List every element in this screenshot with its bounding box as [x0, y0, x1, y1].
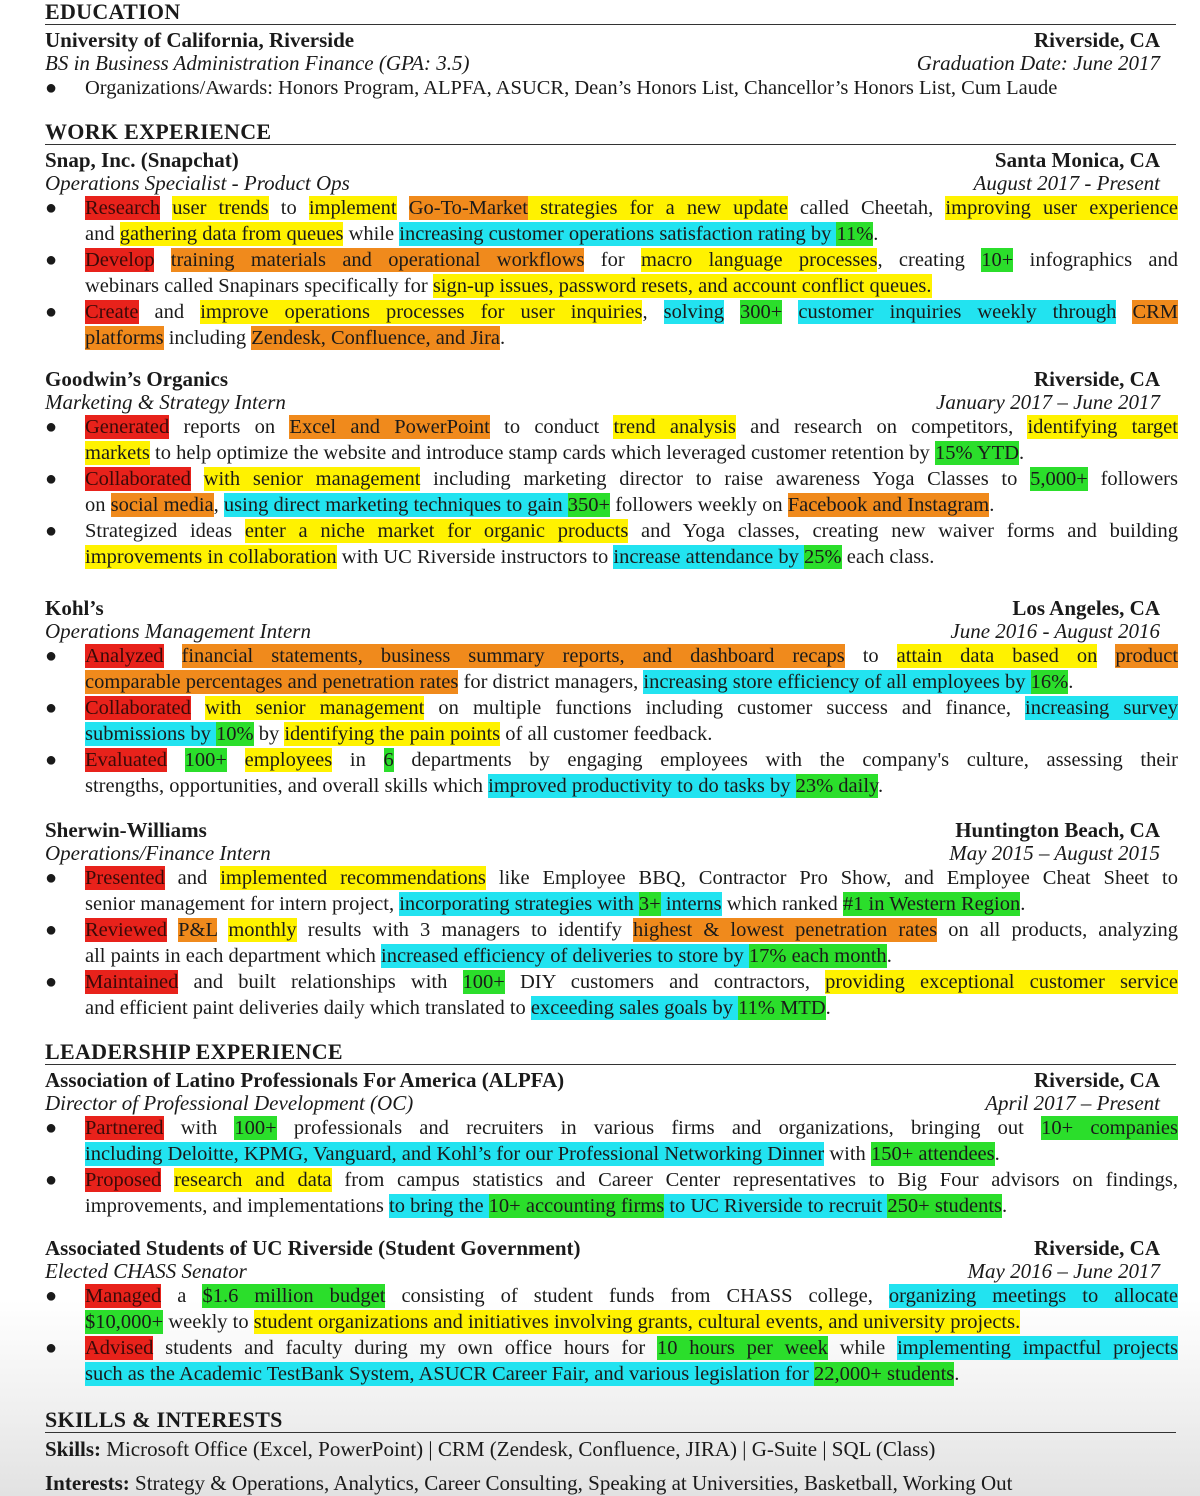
highlighted-phrase: to UC Riverside to recruit	[664, 1195, 888, 1217]
highlighted-phrase: Reviewed	[85, 919, 167, 941]
highlighted-phrase: 350+	[567, 494, 611, 516]
highlighted-phrase: identifying the pain points	[284, 723, 501, 745]
text-segment	[191, 467, 204, 491]
bullet-line	[85, 695, 1178, 721]
highlighted-phrase: 10 hours per week	[657, 1337, 828, 1359]
entry-location: Huntington Beach, CA	[955, 818, 1160, 842]
highlighted-phrase: enter a niche market for organic products	[244, 520, 629, 542]
highlighted-phrase: $10,000+	[85, 1311, 164, 1333]
highlighted-phrase: 6	[383, 749, 394, 771]
text-segment	[724, 300, 740, 324]
highlighted-phrase: student organizations and initiatives involving grants, cultural events, and university projects.	[253, 1311, 1021, 1333]
bullet-line	[85, 440, 1178, 466]
highlighted-phrase: sign-up issues, password resets, and account conflict queues.	[432, 275, 932, 297]
entry-role: Operations Specialist - Product Ops	[45, 171, 350, 195]
entry-organization: Snap, Inc. (Snapchat)	[45, 148, 239, 172]
school-name: University of California, Riverside	[45, 28, 355, 52]
bullet-line	[85, 1335, 1178, 1361]
text-segment	[227, 748, 245, 772]
entry-role: Elected CHASS Senator	[45, 1259, 247, 1283]
work-experience-heading: WORK EXPERIENCE	[45, 120, 1176, 145]
text-segment	[161, 1168, 174, 1192]
text-segment: .	[877, 775, 884, 797]
text-segment	[397, 196, 409, 220]
text-segment: each class.	[841, 546, 935, 568]
highlighted-phrase: with senior management	[203, 468, 421, 490]
text-segment: of all customer feedback.	[500, 723, 713, 745]
highlighted-phrase: P&L	[178, 919, 218, 941]
text-segment	[167, 918, 178, 942]
text-segment: to conduct	[489, 416, 614, 438]
text-segment	[782, 300, 798, 324]
highlighted-phrase: 5,000+	[1030, 468, 1088, 490]
highlighted-phrase: 10+ accounting firms	[488, 1195, 665, 1217]
bullet-dot: ●	[45, 416, 58, 438]
bullet-item	[45, 1167, 1176, 1219]
text-segment: and built relationships with	[178, 971, 463, 993]
highlighted-phrase: markets	[85, 442, 150, 464]
text-segment	[160, 196, 172, 220]
highlighted-phrase: such as the Academic TestBank System, ASUCR Career Fair, and various legislation for	[85, 1363, 814, 1385]
bullet-dot: ●	[45, 971, 58, 993]
bullet-line	[85, 247, 1178, 273]
bullet-line	[85, 544, 1178, 570]
text-segment: from campus statistics and Career Center representatives to Big Four advisors on findings,	[331, 1169, 1178, 1191]
text-segment	[167, 748, 185, 772]
entry-location: Los Angeles, CA	[1012, 596, 1160, 620]
highlighted-phrase: product	[1115, 645, 1179, 667]
text-segment: in	[332, 749, 384, 771]
entry-dates: January 2017 – June 2017	[936, 390, 1160, 414]
bullet-dot: ●	[45, 249, 58, 271]
bullet-item	[45, 1115, 1176, 1167]
highlighted-phrase: Managed	[85, 1285, 162, 1307]
bullet-line	[85, 195, 1178, 221]
bullet-line	[85, 891, 1178, 917]
highlighted-phrase: Analyzed	[85, 645, 164, 667]
highlighted-phrase: submissions by	[85, 723, 216, 745]
text-segment: students and faculty during my own office hours for	[153, 1337, 657, 1359]
text-segment: professionals and recruiters in various firms and organizations, bringing out	[276, 1117, 1042, 1139]
highlighted-phrase: 10+	[981, 249, 1014, 271]
highlighted-phrase: gathering data from queues	[119, 223, 344, 245]
highlighted-phrase: social media	[110, 494, 214, 516]
text-segment: all paints in each department which	[85, 945, 382, 967]
bullet-line	[85, 865, 1178, 891]
bullet-item	[45, 643, 1179, 695]
highlighted-phrase: 17% each month	[748, 945, 887, 967]
highlighted-phrase: Generated	[85, 416, 170, 438]
highlighted-phrase: organizing meetings to allocate	[888, 1285, 1178, 1307]
text-segment: Strategized ideas	[85, 520, 245, 542]
highlighted-phrase: implemented recommendations	[220, 867, 486, 889]
highlighted-phrase: Facebook and Instagram	[787, 494, 990, 516]
text-segment: by	[253, 723, 285, 745]
bullet-dot: ●	[45, 919, 58, 941]
text-segment: .	[954, 1363, 960, 1385]
highlighted-phrase: comparable percentages and penetration rates	[85, 671, 459, 693]
text-segment: to help optimize the website and introduce stamp cards which leveraged customer retention by	[149, 442, 935, 464]
entry-role: Operations/Finance Intern	[45, 841, 271, 865]
entry-dates: June 2016 - August 2016	[950, 619, 1160, 643]
highlighted-phrase: employees	[244, 749, 333, 771]
text-segment: ,	[642, 301, 664, 323]
text-segment: .	[989, 494, 995, 516]
entry-location: Santa Monica, CA	[994, 148, 1160, 172]
text-segment	[164, 644, 182, 668]
text-segment: departments by engaging employees with the company's culture, assessing their	[393, 749, 1178, 771]
text-segment: while	[827, 1337, 898, 1359]
text-segment	[217, 918, 228, 942]
entry-location: Riverside, CA	[1034, 367, 1160, 391]
bullet-line	[85, 414, 1178, 440]
bullet-line	[85, 273, 1178, 299]
awards-text: Organizations/Awards: Honors Program, ALPFA, ASUCR, Dean’s Honors List, Chancellor’s Honors List, Cum Laude	[85, 77, 1058, 99]
highlighted-phrase: 3+	[638, 893, 661, 915]
highlighted-phrase: using direct marketing techniques to gain	[223, 494, 568, 516]
bullet-line	[85, 669, 1178, 695]
bullet-dot: ●	[45, 1337, 58, 1359]
text-segment: which ranked	[721, 893, 843, 915]
highlighted-phrase: providing exceptional customer service	[825, 971, 1178, 993]
text-segment: .	[1019, 442, 1025, 464]
highlighted-phrase: 16%	[1030, 671, 1069, 693]
highlighted-phrase: improved productivity to do tasks by	[488, 775, 796, 797]
highlighted-phrase: 11%	[836, 223, 874, 245]
text-segment: followers weekly on	[610, 494, 788, 516]
highlighted-phrase: trend analysis	[613, 416, 736, 438]
bullet-dot: ●	[45, 697, 58, 719]
bullet-line	[85, 721, 1178, 747]
highlighted-phrase: interns	[660, 893, 722, 915]
bullet-line	[85, 1141, 1178, 1167]
bullet-item	[45, 1283, 1176, 1335]
bullet-line	[85, 917, 1178, 943]
highlighted-phrase: Develop	[85, 249, 155, 271]
highlighted-phrase: platforms	[85, 327, 164, 349]
text-segment: for district managers,	[458, 671, 644, 693]
text-segment: including marketing director to raise awareness Yoga Classes to	[420, 468, 1031, 490]
text-segment: and Yoga classes, creating new waiver forms and building	[628, 520, 1178, 542]
text-segment: strengths, opportunities, and overall skills which	[85, 775, 489, 797]
text-segment	[1116, 300, 1132, 324]
text-segment: and	[164, 867, 221, 889]
bullet-line	[85, 1115, 1178, 1141]
text-segment: webinars called Snapinars specifically for	[85, 275, 433, 297]
bullet-line	[85, 466, 1178, 492]
text-segment: like Employee BBQ, Contractor Pro Show, and Employee Cheat Sheet to	[485, 867, 1178, 889]
skills-heading: SKILLS & INTERESTS	[45, 1408, 1176, 1433]
text-segment: with	[824, 1143, 871, 1165]
skills-value: Microsoft Office (Excel, PowerPoint) | CRM (Zendesk, Confluence, JIRA) | G-Suite | SQL (Class)	[101, 1437, 936, 1461]
bullet-item	[45, 1335, 1176, 1387]
bullet-line	[85, 1361, 1178, 1387]
text-segment: ,	[213, 494, 224, 516]
entry-role: Marketing & Strategy Intern	[45, 390, 286, 414]
interests-line	[45, 1470, 1012, 1496]
text-segment: improvements, and implementations	[85, 1195, 390, 1217]
text-segment: and efficient paint deliveries daily which translated to	[85, 997, 531, 1019]
highlighted-phrase: 10+ companies	[1041, 1117, 1178, 1139]
highlighted-phrase: financial statements, business summary reports, and dashboard recaps	[181, 645, 845, 667]
bullet-line	[85, 643, 1178, 669]
highlighted-phrase: user trends	[172, 197, 269, 219]
highlighted-phrase: increasing survey	[1025, 697, 1178, 719]
interests-label: Interests:	[45, 1471, 130, 1495]
text-segment: consisting of student funds from CHASS college,	[385, 1285, 889, 1307]
highlighted-phrase: 23% daily	[795, 775, 878, 797]
text-segment: infographics and	[1013, 249, 1179, 271]
highlighted-phrase: highest & lowest penetration rates	[633, 919, 938, 941]
text-segment	[191, 696, 205, 720]
text-segment: and	[138, 301, 201, 323]
graduation-date: Graduation Date: June 2017	[916, 51, 1160, 75]
highlighted-phrase: strategies for a new update	[527, 197, 788, 219]
entry-organization: Kohl’s	[45, 596, 104, 620]
bullet-item	[45, 466, 1176, 518]
bullet-dot: ●	[45, 1117, 58, 1139]
highlighted-phrase: implement	[308, 197, 397, 219]
text-segment: .	[886, 945, 892, 967]
entry-dates: May 2015 – August 2015	[949, 841, 1160, 865]
text-segment: .	[873, 223, 879, 245]
highlighted-phrase: 100+	[234, 1117, 277, 1139]
text-segment: on	[85, 494, 111, 516]
highlighted-phrase: increasing customer operations satisfaction rating by	[399, 223, 837, 245]
text-segment: .	[1068, 671, 1074, 693]
text-segment	[154, 248, 170, 272]
entry-organization: Sherwin-Williams	[45, 818, 207, 842]
bullet-dot: ●	[45, 867, 58, 889]
highlighted-phrase: implementing impactful projects	[897, 1337, 1178, 1359]
entry-dates: August 2017 - Present	[973, 171, 1160, 195]
highlighted-phrase: 250+ students	[887, 1195, 1003, 1217]
highlighted-phrase: Evaluated	[85, 749, 167, 771]
bullet-item	[45, 917, 1179, 969]
highlighted-phrase: Collaborated	[85, 697, 191, 719]
bullet-dot: ●	[45, 468, 58, 490]
highlighted-phrase: incorporating strategies with	[399, 893, 639, 915]
highlighted-phrase: Excel and PowerPoint	[289, 416, 490, 438]
text-segment: including	[163, 327, 252, 349]
highlighted-phrase: Proposed	[85, 1169, 162, 1191]
bullet-line	[85, 943, 1178, 969]
text-segment: .	[1002, 1195, 1008, 1217]
bullet-item	[45, 195, 1179, 247]
highlighted-phrase: 11% MTD	[738, 997, 826, 1019]
text-segment: DIY customers and contractors,	[504, 971, 826, 993]
bullet-line	[85, 1167, 1178, 1193]
text-segment: with	[163, 1117, 235, 1139]
entry-location: Riverside, CA	[1034, 1068, 1160, 1092]
bullet-line	[85, 1193, 1178, 1219]
bullet-item	[45, 299, 1179, 351]
text-segment: a	[161, 1285, 203, 1307]
highlighted-phrase: training materials and operational workflows	[170, 249, 585, 271]
bullet-line	[85, 492, 1178, 518]
entry-dates: April 2017 – Present	[985, 1091, 1160, 1115]
leadership-heading: LEADERSHIP EXPERIENCE	[45, 1040, 1176, 1065]
entry-location: Riverside, CA	[1034, 1236, 1160, 1260]
text-segment: and	[85, 223, 120, 245]
entry-role: Director of Professional Development (OC)	[45, 1091, 414, 1115]
text-segment: and research on competitors,	[735, 416, 1028, 438]
highlighted-phrase: 10%	[216, 723, 254, 745]
bullet-dot: ●	[45, 301, 58, 323]
highlighted-phrase: monthly	[228, 919, 297, 941]
bullet-item	[45, 518, 1176, 570]
text-segment: for	[584, 249, 642, 271]
text-segment: .	[500, 327, 506, 349]
highlighted-phrase: customer inquiries weekly through	[798, 301, 1117, 323]
text-segment: .	[994, 1143, 1000, 1165]
highlighted-phrase: 15% YTD	[934, 442, 1020, 464]
bullet-line	[85, 969, 1178, 995]
highlighted-phrase: 100+	[184, 749, 227, 771]
highlighted-phrase: macro language processes	[641, 249, 878, 271]
highlighted-phrase: improving user experience	[945, 197, 1179, 219]
text-segment: on multiple functions including customer success and finance,	[424, 697, 1026, 719]
highlighted-phrase: Collaborated	[85, 468, 191, 490]
bullet-dot: ●	[45, 749, 58, 771]
text-segment: .	[1020, 893, 1026, 915]
text-segment: to	[844, 645, 897, 667]
highlighted-phrase: 150+ attendees	[870, 1143, 995, 1165]
bullet-line	[85, 299, 1178, 325]
text-segment: senior management for intern project,	[85, 893, 400, 915]
highlighted-phrase: 300+	[740, 301, 783, 323]
bullet-item	[45, 747, 1176, 799]
bullet-item	[45, 414, 1176, 466]
entry-organization: Goodwin’s Organics	[45, 367, 228, 391]
interests-value: Strategy & Operations, Analytics, Career Consulting, Speaking at Universities, Basketball, Working Out	[129, 1471, 1013, 1495]
text-segment: results with 3 managers to identify	[296, 919, 634, 941]
bullet-dot: ●	[45, 1169, 58, 1191]
bullet-item	[45, 969, 1176, 1021]
text-segment: weekly to	[163, 1311, 254, 1333]
highlighted-phrase: to bring the	[389, 1195, 489, 1217]
highlighted-phrase: Create	[85, 301, 139, 323]
text-segment: followers	[1087, 468, 1178, 490]
bullet-line	[85, 773, 1178, 799]
text-segment: reports on	[169, 416, 290, 438]
highlighted-phrase: improve operations processes for user inquiries	[200, 301, 643, 323]
highlighted-phrase: exceeding sales goals by	[530, 997, 739, 1019]
bullet-line	[85, 1283, 1178, 1309]
highlighted-phrase: increase attendance by	[613, 546, 805, 568]
text-segment: with UC Riverside instructors to	[336, 546, 614, 568]
text-segment	[1097, 644, 1115, 668]
highlighted-phrase: increasing store efficiency of all employees by	[643, 671, 1031, 693]
highlighted-phrase: with senior management	[204, 697, 425, 719]
highlighted-phrase: solving	[663, 301, 724, 323]
highlighted-phrase: #1 in Western Region	[842, 893, 1021, 915]
bullet-dot: ●	[45, 520, 58, 542]
school-location: Riverside, CA	[1034, 28, 1160, 52]
highlighted-phrase: attain data based on	[896, 645, 1098, 667]
highlighted-phrase: Maintained	[85, 971, 179, 993]
highlighted-phrase: 100+	[462, 971, 505, 993]
highlighted-phrase: identifying target	[1027, 416, 1178, 438]
highlighted-phrase: improvements in collaboration	[85, 546, 337, 568]
awards-bullet	[45, 75, 1176, 101]
bullet-line	[85, 221, 1178, 247]
highlighted-phrase: $1.6 million budget	[202, 1285, 386, 1307]
highlighted-phrase: Zendesk, Confluence, and Jira	[251, 327, 501, 349]
text-segment: called Cheetah,	[787, 197, 946, 219]
text-segment: .	[825, 997, 831, 1019]
text-segment: to	[268, 197, 309, 219]
bullet-item	[45, 695, 1176, 747]
text-segment: while	[343, 223, 400, 245]
bullet-dot: ●	[45, 77, 58, 99]
bullet-line	[85, 1309, 1178, 1335]
bullet-line	[85, 995, 1178, 1021]
skills-line	[45, 1436, 935, 1462]
education-heading: EDUCATION	[45, 0, 1176, 25]
highlighted-phrase: research and data	[174, 1169, 332, 1191]
bullet-dot: ●	[45, 1285, 58, 1307]
highlighted-phrase: CRM	[1132, 301, 1179, 323]
highlighted-phrase: including Deloitte, KPMG, Vanguard, and Kohl’s for our Professional Networking Dinner	[85, 1143, 825, 1165]
highlighted-phrase: Presented	[85, 867, 165, 889]
entry-organization: Association of Latino Professionals For America (ALPFA)	[45, 1068, 565, 1092]
highlighted-phrase: Go-To-Market	[408, 197, 528, 219]
bullet-line	[85, 747, 1178, 773]
highlighted-phrase: Advised	[85, 1337, 154, 1359]
bullet-dot: ●	[45, 645, 58, 667]
entry-dates: May 2016 – June 2017	[967, 1259, 1160, 1283]
text-segment: , creating	[877, 249, 982, 271]
highlighted-phrase: Research	[85, 197, 161, 219]
highlighted-phrase: increased efficiency of deliveries to store by	[381, 945, 749, 967]
highlighted-phrase: 22,000+ students	[813, 1363, 955, 1385]
bullet-line	[85, 325, 1178, 351]
skills-label: Skills:	[45, 1437, 102, 1461]
entry-organization: Associated Students of UC Riverside (Student Government)	[45, 1236, 581, 1260]
entry-role: Operations Management Intern	[45, 619, 311, 643]
degree: BS in Business Administration Finance (GPA: 3.5)	[45, 51, 470, 75]
bullet-item	[45, 247, 1179, 299]
highlighted-phrase: 25%	[804, 546, 842, 568]
bullet-line	[85, 518, 1178, 544]
highlighted-phrase: Partnered	[85, 1117, 164, 1139]
bullet-dot: ●	[45, 197, 58, 219]
text-segment: on all products, analyzing	[937, 919, 1179, 941]
bullet-item	[45, 865, 1176, 917]
